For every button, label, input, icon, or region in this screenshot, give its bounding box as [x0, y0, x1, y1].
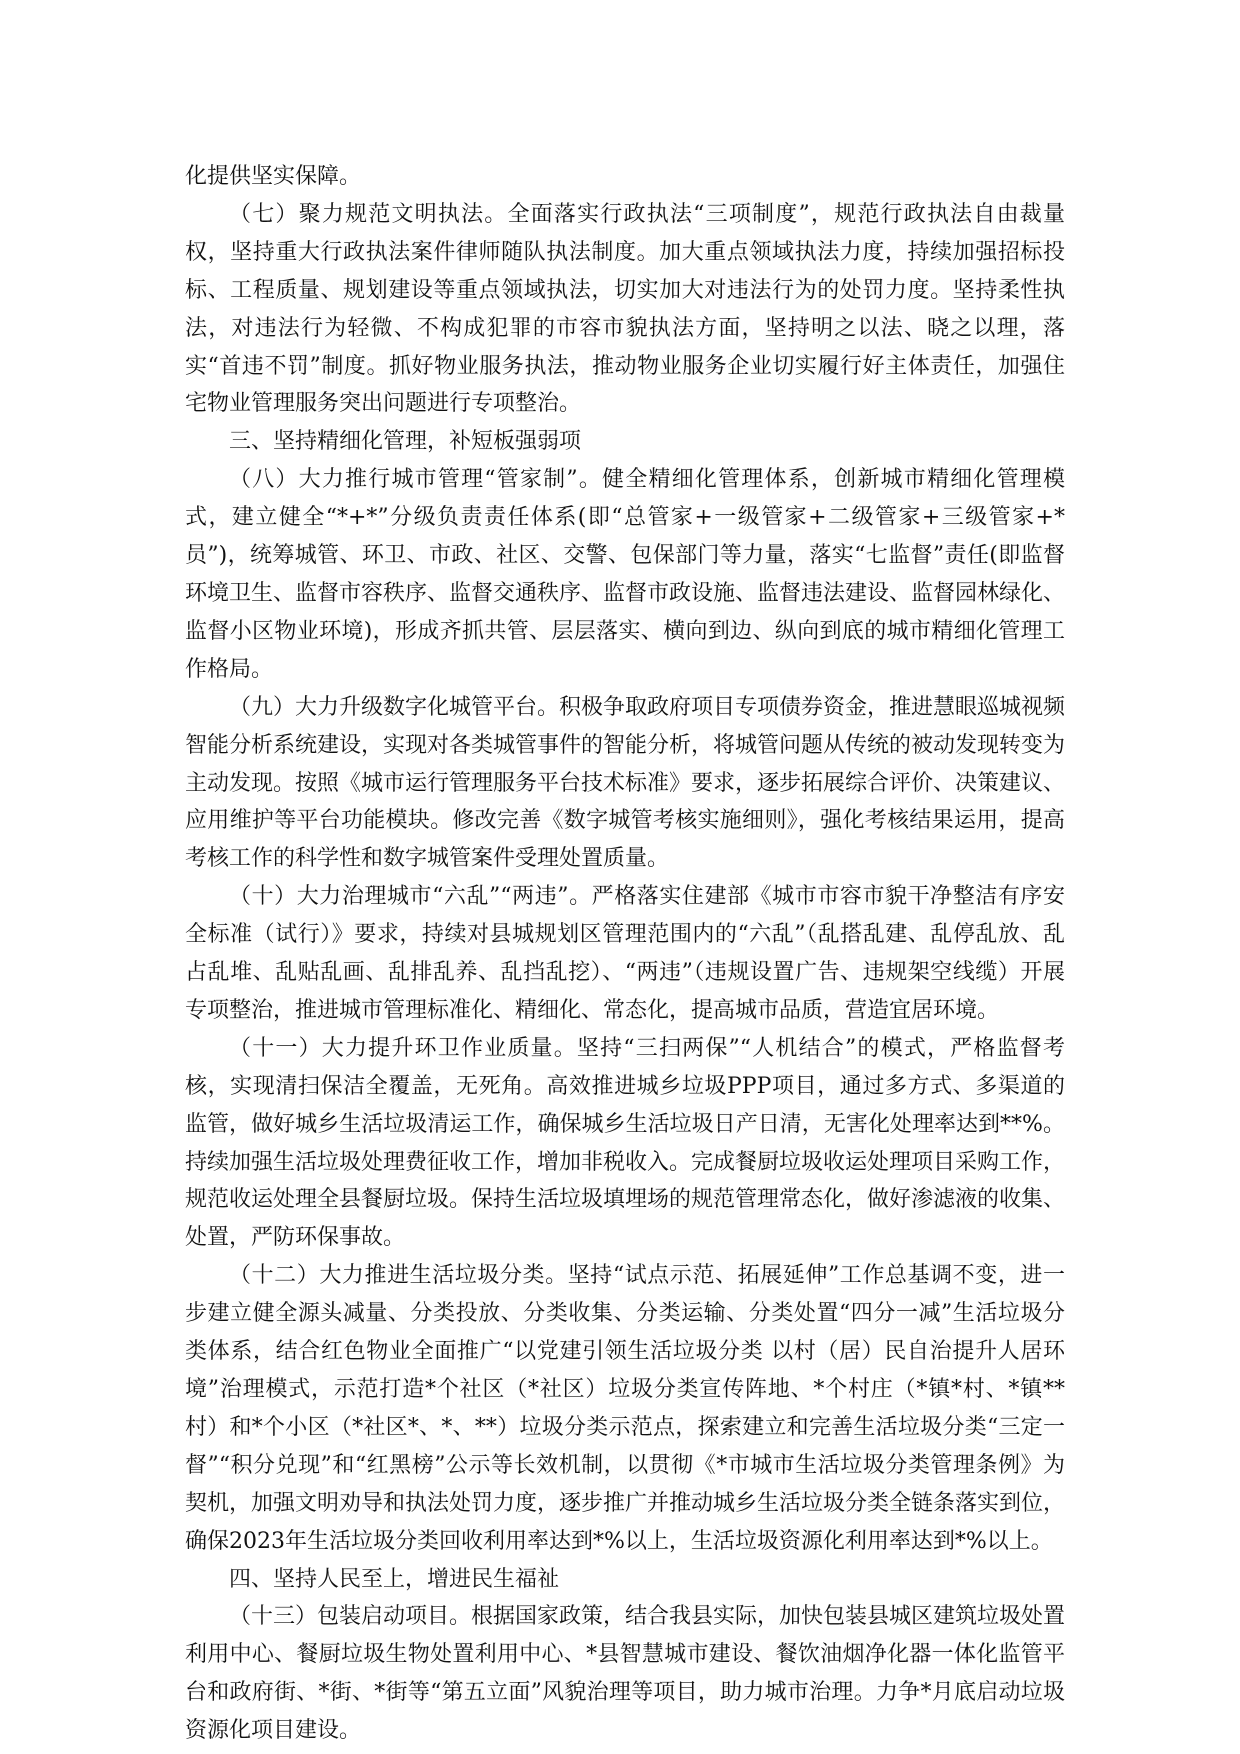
paragraph-continuation: 化提供坚实保障。 [185, 164, 362, 189]
heading-section-4: 四、坚持人民至上，增进民生福祉 [229, 1566, 560, 1592]
paragraph-section-11: （十一）大力提升环卫作业质量。坚持“三扫两保”“人机结合”的模式，严格监督考核，实现清扫保洁全覆盖，无死角。高效推进城乡垃圾PPP项目，通过多方式、多渠道的监管，做好城乡生活垃圾清运工作，确保城乡生活垃圾日产日清，无害化处理率达到**%。持续加强生活垃圾处理费征收工作，增加非税收入。完成餐厨垃圾收运处理项目采购工作，规范收运处理全县餐厨垃圾。保持生活垃圾填埋场的规范管理常态化，做好渗滤液的收集、处置，严防环保事故。 [185, 1035, 1066, 1251]
heading-section-3: 三、坚持精细化管理，补短板强弱项 [229, 429, 582, 455]
paragraph-section-10: （十）大力治理城市“六乱”“两违”。严格落实住建部《城市市容市貌干净整洁有序安全标准（试行）》要求，持续对县城规划区管理范围内的“六乱”（乱搭乱建、乱停乱放、乱占乱堆、乱贴乱画、乱排乱养、乱挡乱挖）、“两违”（违规设置广告、违规架空线缆）开展专项整治，推进城市管理标准化、精细化、常态化，提高城市品质，营造宜居环境。 [185, 884, 1065, 1023]
paragraph-section-8: （八）大力推行城市管理“管家制”。健全精细化管理体系，创新城市精细化管理模式，建立健全“*+*”分级负责责任体系(即“总管家+一级管家+二级管家+三级管家+*员”)，统筹城管、环卫、市政、社区、交警、包保部门等力量，落实“七监督”责任(即监督环境卫生、监督市容秩序、监督交通秩序、监督市政设施、监督违法建设、监督园林绿化、监督小区物业环境)，形成齐抓共管、层层落实、横向到边、纵向到底的城市精细化管理工作格局。 [185, 467, 1066, 682]
document-body [185, 158, 1065, 1750]
paragraph-section-12: （十二）大力推进生活垃圾分类。坚持“试点示范、拓展延伸”工作总基调不变，进一步建立健全源头减量、分类投放、分类收集、分类运输、分类处置“四分一减”生活垃圾分类体系，结合红色物业全面推广“以党建引领生活垃圾分类 以村（居）民自治提升人居环境”治理模式，示范打造*个社区（*社区）垃圾分类宣传阵地、*个村庄（*镇*村、*镇**村）和*个小区（*社区*、*、**）垃圾分类示范点，探索建立和完善生活垃圾分类“三定一督”“积分兑现”和“红黑榜”公示等长效机制，以贯彻《*市城市生活垃圾分类管理条例》为契机，加强文明劝导和执法处罚力度，逐步推广并推动城乡生活垃圾分类全链条落实到位，确保2023年生活垃圾分类回收利用率达到*%以上，生活垃圾资源化利用率达到*%以上。 [185, 1263, 1066, 1554]
paragraph-section-9: （九）大力升级数字化城管平台。积极争取政府项目专项债券资金，推进慧眼巡城视频智能分析系统建设，实现对各类城管事件的智能分析，将城管问题从传统的被动发现转变为主动发现。按照《城市运行管理服务平台技术标准》要求，逐步拓展综合评价、决策建议、应用维护等平台功能模块。修改完善《数字城管考核实施细则》，强化考核结果运用，提高考核工作的科学性和数字城管案件受理处置质量。 [185, 694, 1066, 872]
paragraph-section-7: （七）聚力规范文明执法。全面落实行政执法“三项制度”，规范行政执法自由裁量权，坚持重大行政执法案件律师随队执法制度。加大重点领域执法力度，持续加强招标投标、工程质量、规划建设等重点领域执法，切实加大对违法行为的处罚力度。坚持柔性执法，对违法行为轻微、不构成犯罪的市容市貌执法方面，坚持明之以法、晓之以理，落实“首违不罚”制度。抓好物业服务执法，推动物业服务企业切实履行好主体责任，加强住宅物业管理服务突出问题进行专项整治。 [185, 201, 1065, 417]
paragraph-section-13: （十三）包装启动项目。根据国家政策，结合我县实际，加快包装县城区建筑垃圾处置利用中心、餐厨垃圾生物处置利用中心、*县智慧城市建设、餐饮油烟净化器一体化监管平台和政府街、*街、*街等“第五立面”风貌治理等项目，助力城市治理。力争*月底启动垃圾资源化项目建设。 [185, 1604, 1066, 1744]
